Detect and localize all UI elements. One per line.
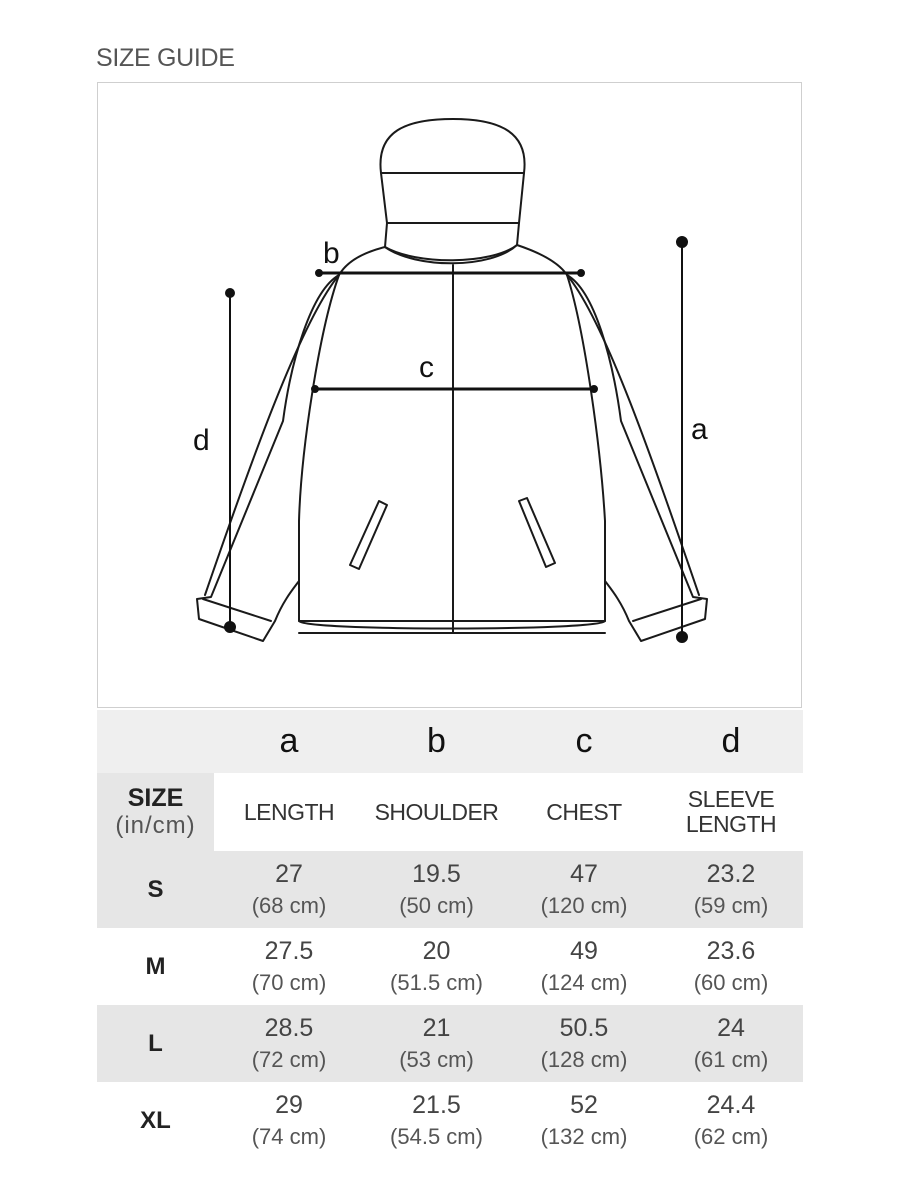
size-cell: M	[145, 952, 166, 980]
shoulder-cm: (53 cm)	[399, 1046, 474, 1072]
page-title: SIZE GUIDE	[96, 44, 235, 72]
shoulder-inches: 21	[422, 1013, 451, 1042]
size-cell: S	[147, 875, 164, 903]
sleeve-length-cell	[659, 936, 803, 998]
column-letter-d: d	[721, 722, 741, 760]
length-cm: (68 cm)	[251, 892, 327, 918]
sleeve-length-inches: 24	[717, 1013, 745, 1042]
sleeve-length-cell	[659, 859, 803, 921]
chest-inches: 47	[570, 859, 598, 888]
chest-inches: 52	[570, 1090, 598, 1119]
jacket-illustration	[98, 83, 803, 709]
label-b: b	[323, 237, 340, 270]
length-inches: 28.5	[264, 1013, 314, 1042]
column-letter-b: b	[427, 722, 446, 760]
label-d: d	[193, 424, 210, 457]
column-letter-c: c	[575, 722, 593, 760]
label-a: a	[691, 413, 708, 446]
size-header-label: SIZE	[127, 783, 184, 812]
sleeve-length-inches: 23.6	[706, 936, 756, 965]
letter-row	[97, 710, 803, 773]
jacket-diagram	[97, 82, 802, 708]
shoulder-cell	[364, 859, 509, 921]
length-cm: (74 cm)	[251, 1123, 327, 1149]
length-cm: (70 cm)	[251, 969, 327, 995]
length-cell	[214, 936, 364, 998]
chest-cm: (132 cm)	[540, 1123, 628, 1149]
table-row	[97, 851, 803, 928]
size-cell: L	[148, 1029, 163, 1057]
chest-cm: (124 cm)	[540, 969, 628, 995]
chest-inches: 49	[570, 936, 598, 965]
table-row	[97, 1005, 803, 1082]
hood-outline	[380, 119, 524, 223]
chest-inches: 50.5	[559, 1013, 609, 1042]
length-inches: 29	[275, 1090, 303, 1119]
shoulder-cell	[364, 1013, 509, 1075]
table-row	[97, 928, 803, 1005]
length-cell	[214, 859, 364, 921]
size-header-unit: (in/cm)	[115, 811, 196, 839]
right-pocket	[519, 498, 555, 567]
length-inches: 27	[275, 859, 303, 888]
right-sleeve-outline	[567, 275, 707, 641]
left-sleeve-outline	[197, 275, 339, 641]
chest-cell	[509, 859, 659, 921]
sleeve-length-cm: (62 cm)	[693, 1123, 769, 1149]
sleeve-length-cm: (59 cm)	[693, 892, 769, 918]
size-cell: XL	[140, 1106, 171, 1134]
left-pocket	[350, 501, 387, 569]
chest-cm: (120 cm)	[540, 892, 628, 918]
shoulder-cell	[364, 936, 509, 998]
table-row	[97, 1082, 803, 1159]
length-cell	[214, 1090, 364, 1152]
shoulder-cm: (50 cm)	[399, 892, 474, 918]
header-length: LENGTH	[243, 798, 335, 825]
sleeve-length-cm: (60 cm)	[693, 969, 769, 995]
chest-cell	[509, 936, 659, 998]
sleeve-length-inches: 23.2	[706, 859, 756, 888]
shoulder-cm: (54.5 cm)	[390, 1123, 483, 1149]
sleeve-length-cell	[659, 1090, 803, 1152]
shoulder-cell	[364, 1090, 509, 1152]
header-chest: CHEST	[546, 798, 622, 825]
size-header-cell	[97, 773, 214, 851]
sleeve-length-cm: (61 cm)	[693, 1046, 769, 1072]
shoulder-inches: 19.5	[412, 859, 461, 888]
shoulder-inches: 20	[422, 936, 451, 965]
shoulder-cm: (51.5 cm)	[390, 969, 483, 995]
size-table	[97, 710, 803, 1159]
sleeve-length-inches: 24.4	[706, 1090, 756, 1119]
shoulder-inches: 21.5	[412, 1090, 461, 1119]
sleeve-length-cell	[659, 1013, 803, 1075]
header-row	[97, 773, 803, 851]
length-inches: 27.5	[264, 936, 314, 965]
chest-cell	[509, 1090, 659, 1152]
chest-cell	[509, 1013, 659, 1075]
length-cell	[214, 1013, 364, 1075]
length-cm: (72 cm)	[251, 1046, 327, 1072]
column-letter-a: a	[279, 722, 299, 760]
header-sleeve-length: SLEEVE LENGTH	[685, 786, 777, 837]
header-shoulder: SHOULDER	[374, 798, 499, 825]
label-c: c	[419, 351, 434, 384]
chest-cm: (128 cm)	[540, 1046, 628, 1072]
